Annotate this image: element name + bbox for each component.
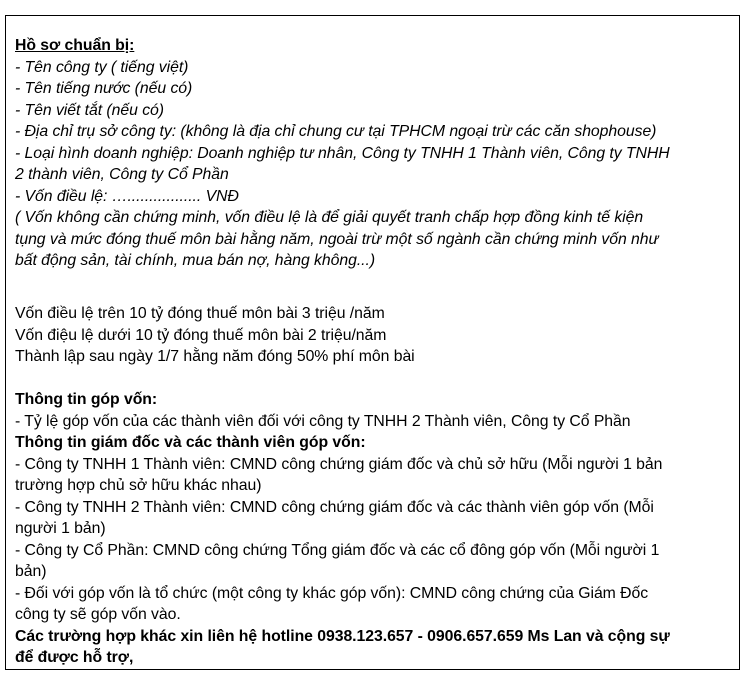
prep-note-line-1: ( Vốn không cần chứng minh, vốn điều lệ là để giải quyết tranh chấp hợp đồng kinh tế kiện (15, 209, 644, 226)
contact-hotline-line: Các trường hợp khác xin liên hệ hotline 0938.123.657 - 0906.657.659 Ms Lan và cộng sự (15, 627, 670, 645)
capital-line: - Tỷ lệ góp vốn của các thành viên đối với công ty TNHH 2 Thành viên, Công ty Cổ Phần (15, 412, 631, 430)
prep-note-line-2: tụng và mức đóng thuế môn bài hằng năm, ngoài trừ một số ngành cần chứng minh vốn như (15, 230, 659, 248)
directors-line: công ty sẽ góp vốn vào. (15, 606, 181, 623)
contact-hotline-line-cont: để được hỗ trợ, (15, 649, 134, 666)
prep-note-line-3: bất động sản, tài chính, mua bán nợ, hàng không...) (15, 252, 376, 269)
directors-line: bản) (15, 563, 47, 580)
prep-item-company-name: - Tên công ty ( tiếng việt) (15, 58, 189, 76)
prep-heading: Hồ sơ chuẩn bị: (15, 37, 135, 54)
directors-line: - Đối với góp vốn là tổ chức (một công ty khác góp vốn): CMND công chứng của Giám Đốc (15, 584, 649, 602)
capital-heading: Thông tin góp vốn: (15, 391, 158, 408)
directors-line: - Công ty Cổ Phần: CMND công chứng Tổng giám đốc và các cổ đông góp vốn (Mỗi người 1 (15, 541, 660, 559)
tax-line-below-10b: Vốn điệu lệ dưới 10 tỷ đóng thuế môn bài 2 triệu/năm (15, 326, 387, 344)
prep-item-address: - Địa chỉ trụ sở công ty: (không là địa chỉ chung cư tại TPHCM ngoại trừ các căn shophouse) (15, 123, 657, 140)
tax-line-after-july: Thành lập sau ngày 1/7 hằng năm đóng 50% phí môn bài (15, 348, 415, 365)
directors-line: - Công ty TNHH 2 Thành viên: CMND công chứng giám đốc và các thành viên góp vốn (Mỗi (15, 498, 654, 516)
spacer (15, 272, 739, 294)
directors-line: người 1 bản) (15, 520, 106, 537)
prep-item-foreign-name: - Tên tiếng nước (nếu có) (15, 80, 193, 97)
directors-heading: Thông tin giám đốc và các thành viên góp vốn: (15, 434, 366, 451)
spacer (15, 368, 739, 390)
tax-line-above-10b: Vốn điều lệ trên 10 tỷ đóng thuế môn bài 3 triệu /năm (15, 305, 385, 322)
spacer (15, 293, 739, 303)
directors-line: trường hợp chủ sở hữu khác nhau) (15, 477, 262, 494)
prep-item-charter-capital: - Vốn điều lệ: …................. VNĐ (15, 187, 239, 205)
document-box (5, 15, 740, 670)
directors-line: - Công ty TNHH 1 Thành viên: CMND công chứng giám đốc và chủ sở hữu (Mỗi người 1 bản (15, 455, 663, 473)
prep-item-abbreviation: - Tên viết tắt (nếu có) (15, 101, 164, 119)
prep-item-business-type: - Loại hình doanh nghiệp: Doanh nghiệp tư nhân, Công ty TNHH 1 Thành viên, Công ty TNHH (15, 144, 670, 162)
prep-item-business-type-cont: 2 thành viên, Công ty Cổ Phần (15, 166, 229, 183)
